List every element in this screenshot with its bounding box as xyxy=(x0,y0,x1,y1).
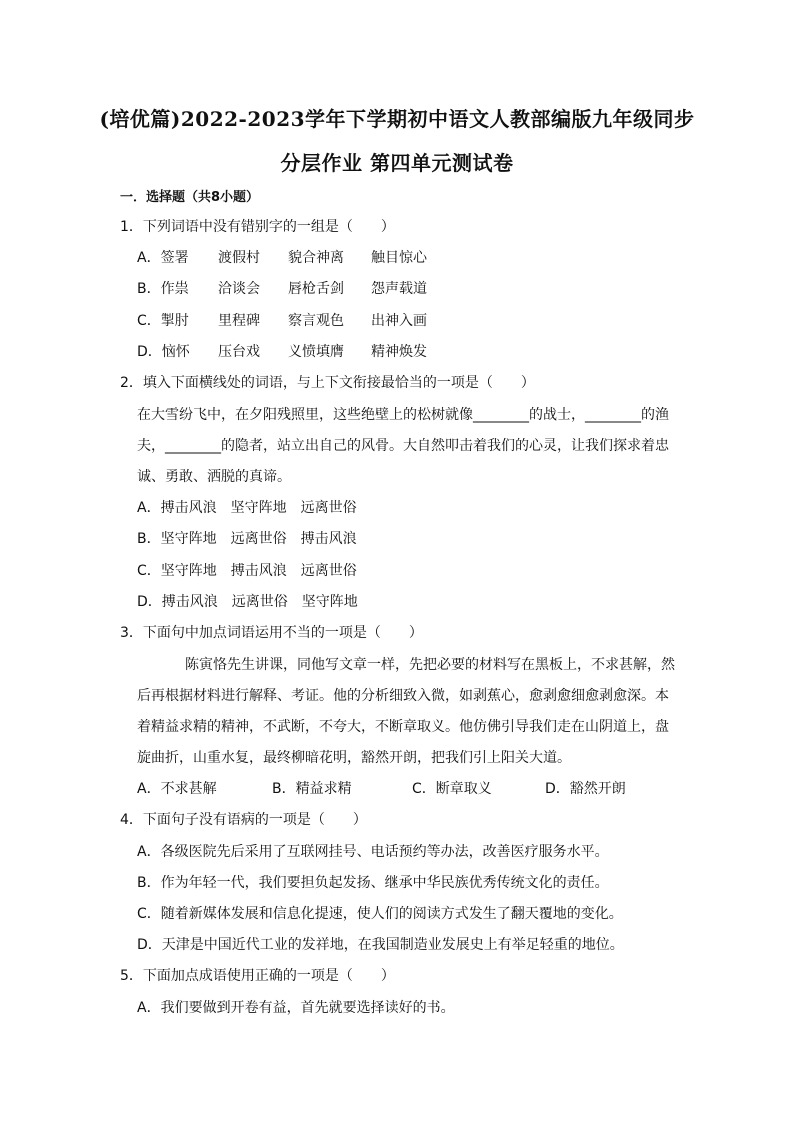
q4-option-b: B．作为年轻一代，我们要担负起发扬、继承中华民族优秀传统文化的责任。 xyxy=(137,875,609,891)
q3-option-a: A．不求甚解 xyxy=(137,781,217,797)
q2-option-a: A．搏击风浪 坚守阵地 远离世俗 xyxy=(137,500,357,516)
q2-passage-line-2: 夫，________的隐者，站立出自己的风骨。大自然叩击着我们的心灵，让我们探求着忠 xyxy=(137,438,669,454)
q1-d-word3: 义愤填膺 xyxy=(288,344,344,360)
q1-b-letter-word: B．作祟 xyxy=(137,281,189,297)
q1-d-letter-word: D．恼怀 xyxy=(137,344,190,360)
q3-passage-line-2: 后再根据材料进行解释、考证。他的分析细致入微，如剥蕉心，愈剥愈细愈剥愈深。本 xyxy=(137,688,669,704)
q3-passage-line-4: 旋曲折，山重水复，最终柳暗花明，豁然开朗，把我们引上阳关大道。 xyxy=(137,750,571,766)
q2-passage-line-1: 在大雪纷飞中，在夕阳残照里，这些绝壁上的松树就像________的战士，________的渔 xyxy=(137,407,669,423)
q3-passage-line-1: 陈寅恪先生讲课，同他写文章一样，先把必要的材料写在黑板上，不求甚解，然 xyxy=(185,657,675,673)
q1-d-word4: 精神焕发 xyxy=(371,344,427,360)
question-3-stem: 3．下面句中加点词语运用不当的一项是（ ） xyxy=(120,625,423,641)
q2-passage-line-3: 诚、勇敢、洒脱的真谛。 xyxy=(137,469,291,485)
section-heading: 一．选择题（共8小题） xyxy=(120,190,260,205)
q5-option-a: A．我们要做到开卷有益，首先就要选择读好的书。 xyxy=(137,1000,455,1016)
q1-b-word4: 怨声载道 xyxy=(371,281,427,297)
q3-passage-line-3: 着精益求精的精神，不武断，不夸大，不断章取义。他仿佛引导我们走在山阴道上，盘 xyxy=(137,719,669,735)
q1-c-word2: 里程碑 xyxy=(218,313,260,329)
q1-a-word4: 触目惊心 xyxy=(371,250,427,266)
q1-a-letter-word: A．签署 xyxy=(137,250,189,266)
q4-option-c: C．随着新媒体发展和信息化提速，使人们的阅读方式发生了翻天覆地的变化。 xyxy=(137,906,623,922)
title-line-2: 分层作业 第四单元测试卷 xyxy=(280,151,514,175)
q3-option-d: D．豁然开朗 xyxy=(545,781,626,797)
q1-b-word3: 唇枪舌剑 xyxy=(288,281,344,297)
q1-d-word2: 压台戏 xyxy=(218,344,260,360)
q4-option-d: D．天津是中国近代工业的发祥地，在我国制造业发展史上有举足轻重的地位。 xyxy=(137,937,624,953)
q1-a-word3: 貌合神离 xyxy=(288,250,344,266)
q2-option-d: D．搏击风浪 远离世俗 坚守阵地 xyxy=(137,594,358,610)
q4-option-a: A．各级医院先后采用了互联网挂号、电话预约等办法，改善医疗服务水平。 xyxy=(137,844,609,860)
question-5-stem: 5．下面加点成语使用正确的一项是（ ） xyxy=(120,968,395,984)
question-4-stem: 4．下面句子没有语病的一项是（ ） xyxy=(120,812,367,828)
q1-a-word2: 渡假村 xyxy=(218,250,260,266)
q1-c-letter-word: C．掣肘 xyxy=(137,313,189,329)
title-line-1: (培优篇)2022-2023学年下学期初中语文人教部编版九年级同步 xyxy=(99,107,695,131)
q1-c-word3: 察言观色 xyxy=(288,313,344,329)
question-1-stem: 1．下列词语中没有错别字的一组是（ ） xyxy=(120,219,395,235)
q2-option-c: C．坚守阵地 搏击风浪 远离世俗 xyxy=(137,563,357,579)
q3-option-c: C．断章取义 xyxy=(412,781,492,797)
q1-b-word2: 洽谈会 xyxy=(218,281,260,297)
q2-option-b: B．坚守阵地 远离世俗 搏击风浪 xyxy=(137,531,357,547)
q3-option-b: B．精益求精 xyxy=(272,781,352,797)
question-2-stem: 2．填入下面横线处的词语，与上下文衔接最恰当的一项是（ ） xyxy=(120,375,535,391)
q1-c-word4: 出神入画 xyxy=(371,313,427,329)
